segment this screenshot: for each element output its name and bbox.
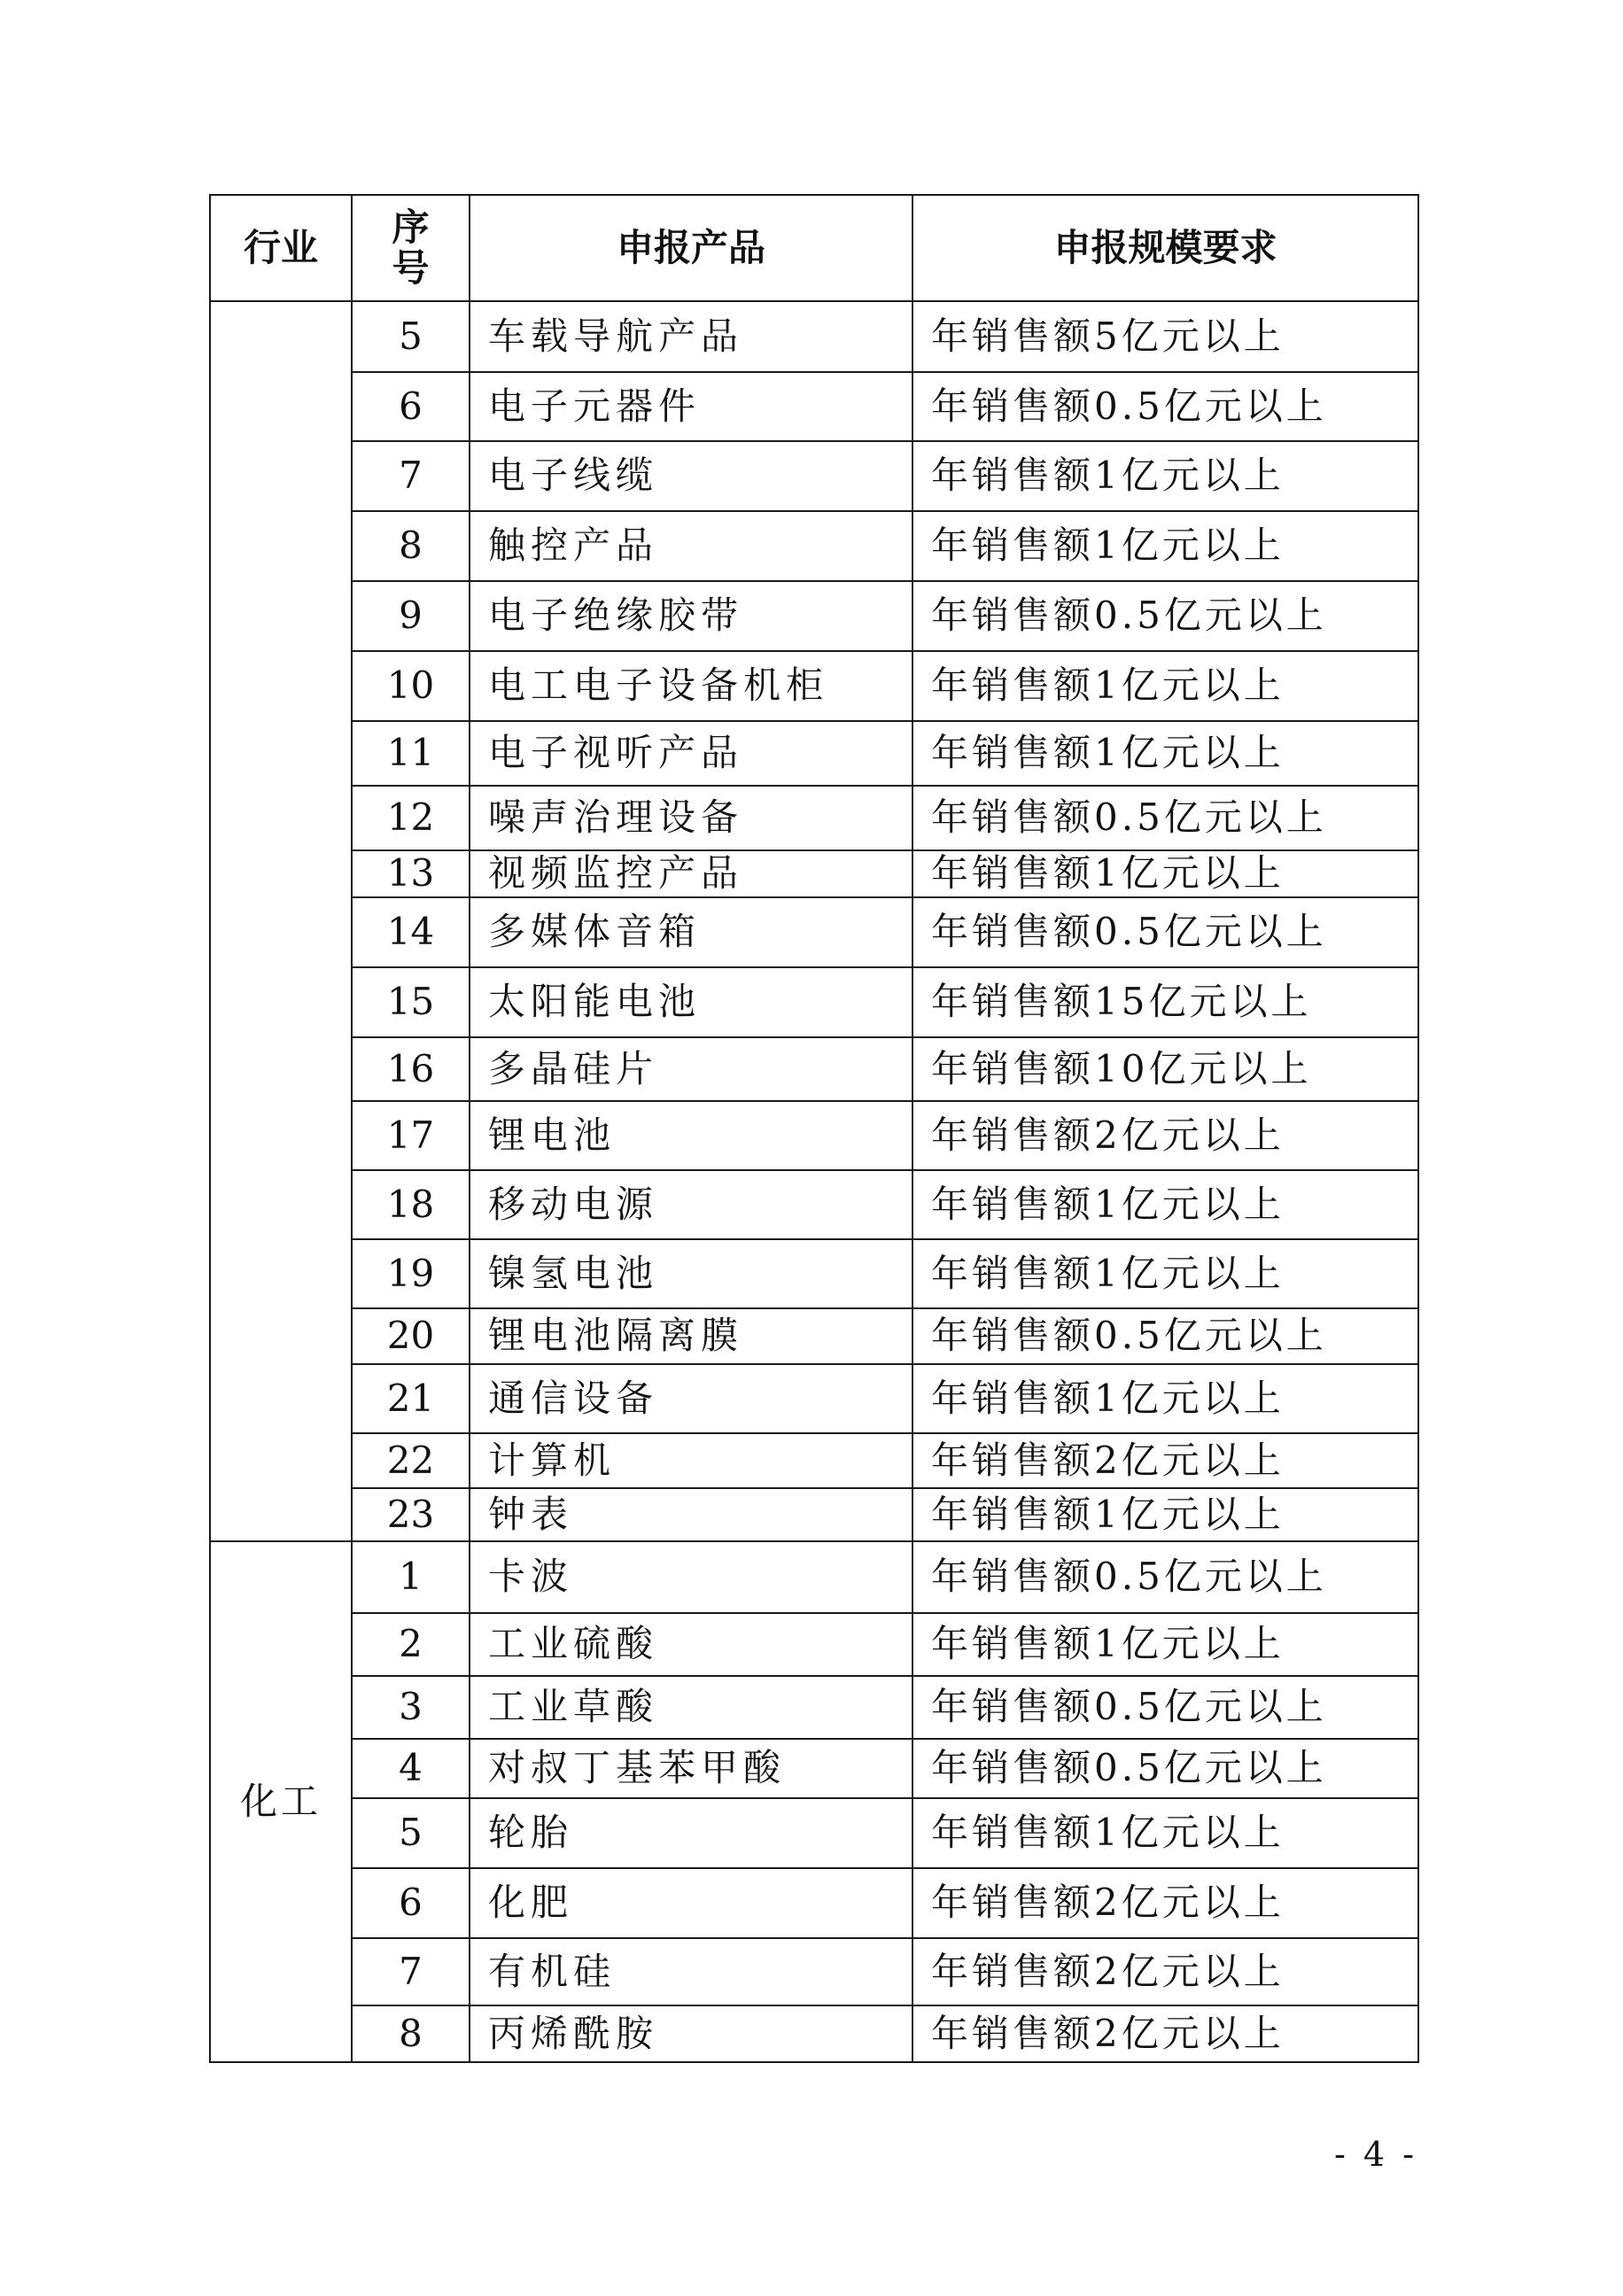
- seq-cell: 6: [352, 372, 470, 441]
- requirement-cell: 年销售额1亿元以上: [912, 1239, 1418, 1308]
- table-body: [210, 301, 1418, 2062]
- table-row: [210, 2005, 1418, 2062]
- table-row: [210, 1541, 1418, 1613]
- requirement-cell: 年销售额0.5亿元以上: [912, 372, 1418, 441]
- seq-cell: 6: [352, 1868, 470, 1938]
- table-row: [210, 651, 1418, 721]
- product-cell: 镍氢电池: [470, 1239, 912, 1308]
- seq-cell: 12: [352, 786, 470, 850]
- requirement-cell: 年销售额0.5亿元以上: [912, 581, 1418, 651]
- requirement-cell: 年销售额1亿元以上: [912, 1364, 1418, 1433]
- product-cell: 锂电池隔离膜: [470, 1308, 912, 1364]
- seq-cell: 14: [352, 897, 470, 967]
- product-cell: 轮胎: [470, 1798, 912, 1868]
- product-cell: 移动电源: [470, 1170, 912, 1239]
- product-cell: 电子绝缘胶带: [470, 581, 912, 651]
- seq-cell: 10: [352, 651, 470, 721]
- seq-cell: 15: [352, 967, 470, 1037]
- seq-cell: 13: [352, 850, 470, 897]
- requirement-cell: 年销售额2亿元以上: [912, 1938, 1418, 2005]
- requirement-cell: 年销售额0.5亿元以上: [912, 1541, 1418, 1613]
- table-row: [210, 721, 1418, 786]
- product-cell: 电工电子设备机柜: [470, 651, 912, 721]
- requirement-cell: 年销售额1亿元以上: [912, 1613, 1418, 1676]
- header-seq-line1: 序: [392, 205, 430, 249]
- product-cell: 计算机: [470, 1433, 912, 1488]
- product-cell: 噪声治理设备: [470, 786, 912, 850]
- seq-cell: 5: [352, 301, 470, 372]
- seq-cell: 11: [352, 721, 470, 786]
- table-row: [210, 1037, 1418, 1101]
- requirement-cell: 年销售额1亿元以上: [912, 651, 1418, 721]
- table-row: [210, 1170, 1418, 1239]
- requirement-cell: 年销售额1亿元以上: [912, 441, 1418, 511]
- table-row: [210, 441, 1418, 511]
- requirement-cell: 年销售额10亿元以上: [912, 1037, 1418, 1101]
- table-row: [210, 786, 1418, 850]
- requirement-cell: 年销售额1亿元以上: [912, 850, 1418, 897]
- seq-cell: 21: [352, 1364, 470, 1433]
- table-row: [210, 1868, 1418, 1938]
- seq-cell: 1: [352, 1541, 470, 1613]
- requirement-cell: 年销售额1亿元以上: [912, 511, 1418, 581]
- product-cell: 电子元器件: [470, 372, 912, 441]
- table-row: [210, 1798, 1418, 1868]
- product-cell: 多晶硅片: [470, 1037, 912, 1101]
- seq-cell: 8: [352, 511, 470, 581]
- seq-cell: 20: [352, 1308, 470, 1364]
- product-cell: 触控产品: [470, 511, 912, 581]
- product-cell: 有机硅: [470, 1938, 912, 2005]
- seq-cell: 19: [352, 1239, 470, 1308]
- industry-cell: [210, 301, 352, 1541]
- seq-cell: 9: [352, 581, 470, 651]
- requirement-cell: 年销售额2亿元以上: [912, 1101, 1418, 1170]
- header-seq-line2: 号: [392, 246, 430, 290]
- seq-cell: 17: [352, 1101, 470, 1170]
- product-cell: 多媒体音箱: [470, 897, 912, 967]
- product-cell: 化肥: [470, 1868, 912, 1938]
- requirement-cell: 年销售额0.5亿元以上: [912, 1739, 1418, 1798]
- product-cell: 钟表: [470, 1488, 912, 1541]
- seq-cell: 5: [352, 1798, 470, 1868]
- header-industry: 行业: [210, 195, 352, 301]
- header-product: 申报产品: [470, 195, 912, 301]
- table-header-row: [210, 195, 1418, 301]
- table-row: [210, 1488, 1418, 1541]
- product-cell: 电子视听产品: [470, 721, 912, 786]
- product-cell: 车载导航产品: [470, 301, 912, 372]
- product-cell: 通信设备: [470, 1364, 912, 1433]
- requirement-cell: 年销售额0.5亿元以上: [912, 1308, 1418, 1364]
- table-row: [210, 1101, 1418, 1170]
- seq-cell: 2: [352, 1613, 470, 1676]
- seq-cell: 4: [352, 1739, 470, 1798]
- requirement-cell: 年销售额0.5亿元以上: [912, 786, 1418, 850]
- table-row: [210, 1938, 1418, 2005]
- seq-cell: 7: [352, 1938, 470, 2005]
- product-cell: 工业硫酸: [470, 1613, 912, 1676]
- requirement-cell: 年销售额0.5亿元以上: [912, 1676, 1418, 1739]
- product-cell: 视频监控产品: [470, 850, 912, 897]
- table-row: [210, 1239, 1418, 1308]
- industry-cell: 化工: [210, 1541, 352, 2062]
- product-cell: 卡波: [470, 1541, 912, 1613]
- requirement-cell: 年销售额1亿元以上: [912, 1798, 1418, 1868]
- seq-cell: 23: [352, 1488, 470, 1541]
- requirement-cell: 年销售额2亿元以上: [912, 2005, 1418, 2062]
- table-row: [210, 372, 1418, 441]
- table-row: [210, 301, 1418, 372]
- table-row: [210, 1364, 1418, 1433]
- table-row: [210, 1676, 1418, 1739]
- requirement-cell: 年销售额1亿元以上: [912, 721, 1418, 786]
- product-cell: 对叔丁基苯甲酸: [470, 1739, 912, 1798]
- product-requirements-table: [209, 194, 1419, 2063]
- product-cell: 工业草酸: [470, 1676, 912, 1739]
- table-row: [210, 581, 1418, 651]
- requirement-cell: 年销售额15亿元以上: [912, 967, 1418, 1037]
- table-row: [210, 1433, 1418, 1488]
- requirement-cell: 年销售额1亿元以上: [912, 1170, 1418, 1239]
- product-cell: 丙烯酰胺: [470, 2005, 912, 2062]
- product-cell: 太阳能电池: [470, 967, 912, 1037]
- seq-cell: 18: [352, 1170, 470, 1239]
- requirement-cell: 年销售额0.5亿元以上: [912, 897, 1418, 967]
- seq-cell: 8: [352, 2005, 470, 2062]
- requirement-cell: 年销售额5亿元以上: [912, 301, 1418, 372]
- product-cell: 锂电池: [470, 1101, 912, 1170]
- requirement-cell: 年销售额2亿元以上: [912, 1433, 1418, 1488]
- requirement-cell: 年销售额2亿元以上: [912, 1868, 1418, 1938]
- page-number: - 4 -: [1333, 2135, 1417, 2174]
- header-requirement: 申报规模要求: [912, 195, 1418, 301]
- table-row: [210, 967, 1418, 1037]
- seq-cell: 3: [352, 1676, 470, 1739]
- seq-cell: 7: [352, 441, 470, 511]
- seq-cell: 22: [352, 1433, 470, 1488]
- table-row: [210, 850, 1418, 897]
- header-seq: [352, 195, 470, 301]
- table-row: [210, 1739, 1418, 1798]
- product-cell: 电子线缆: [470, 441, 912, 511]
- table-row: [210, 897, 1418, 967]
- table-row: [210, 511, 1418, 581]
- table-row: [210, 1308, 1418, 1364]
- requirement-cell: 年销售额1亿元以上: [912, 1488, 1418, 1541]
- seq-cell: 16: [352, 1037, 470, 1101]
- table-row: [210, 1613, 1418, 1676]
